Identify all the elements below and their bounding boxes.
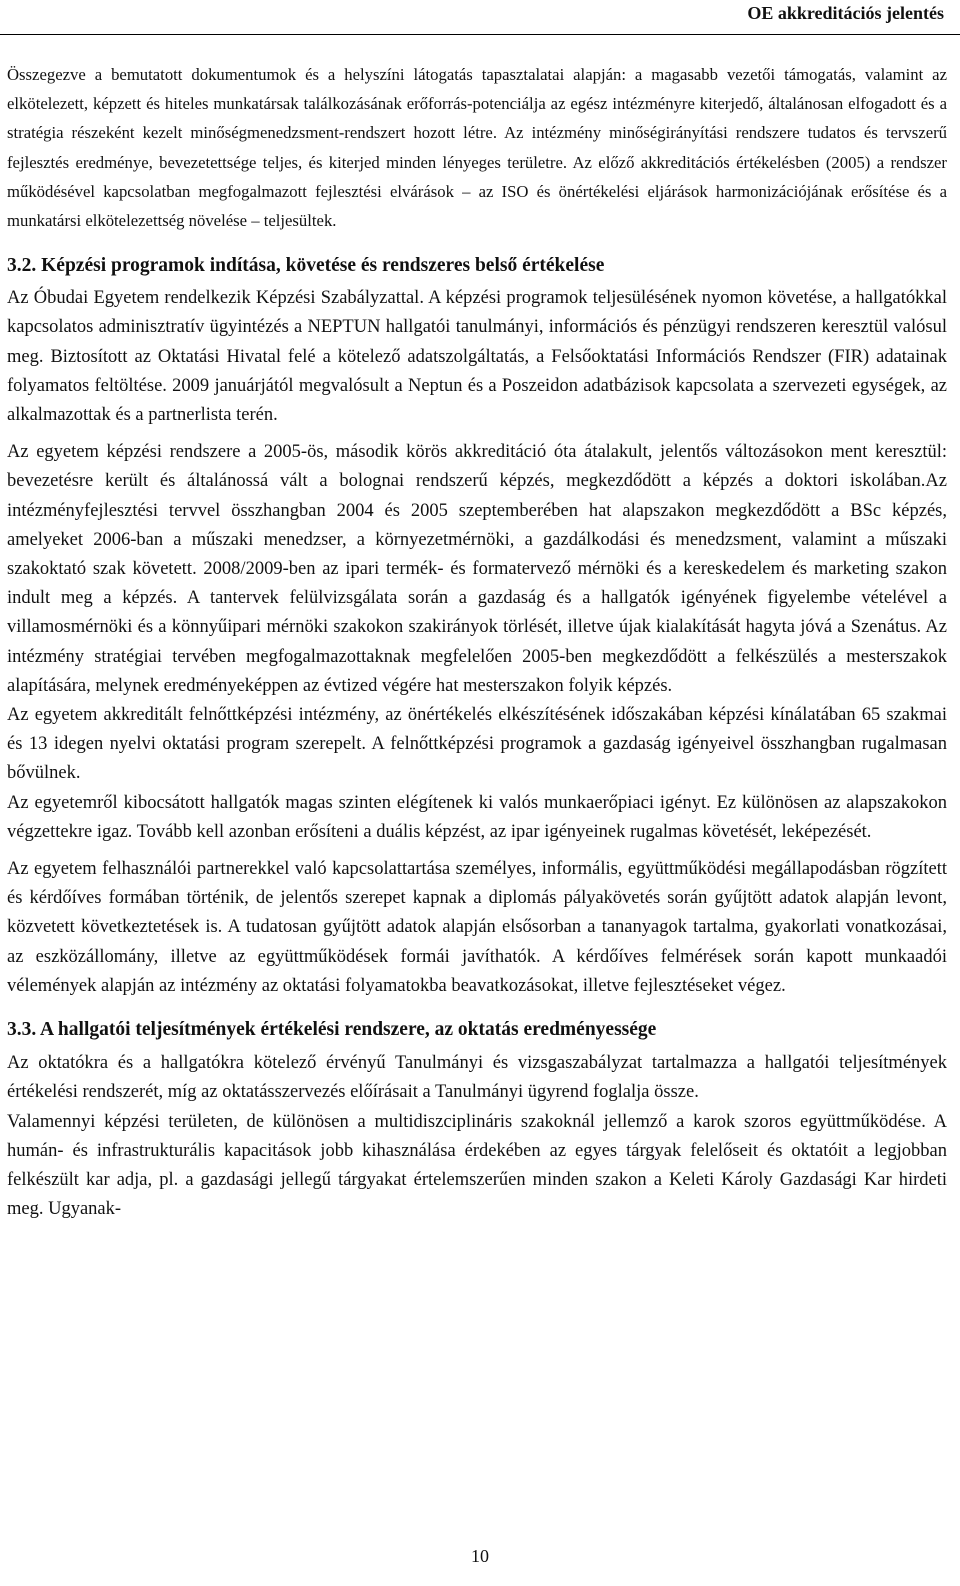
summary-paragraph: Összegezve a bemutatott dokumentumok és a helyszíni látogatás tapasztalatai alapján: a magasabb vezetői támogatás, valamint az elkötelezett, képzett és hiteles munkatársak találkozásának erőforrás-potenciálja az egész intézményre kiterjedő, általánosan elfogadott és a stratégia részeként kezelt minőségmenedzsment-rendszert hozott létre. Az intézmény minőségirányítási rendszere tudatos és tervszerű fejlesztés eredménye, bevezetettsége teljes, és kiterjed minden lényeges területre. Az előző akkreditációs értékelésben (2005) a rendszer működésével kapcsolatban megfogalmazott fejlesztési elvárások – az ISO és önértékelési eljárások harmonizációjának erősítése és a munkatársi elkötelezettség növelése – teljesültek. <box>7 65 947 231</box>
paragraph-training-system: Az egyetem képzési rendszere a 2005-ös, második körös akkreditáció óta átalakult, jelentős változásokon ment keresztül: bevezetésre került és általánossá vált a bolognai rendszerű képzés, megkezdődött a képzés a doktori iskolában.Az intézményfejlesztési tervvel összhangban 2004 és 2005 szeptemberében hat alapszakon megkezdődött a BSc képzés, amelyeket 2006-ban a műszaki menedzser, a környezetmérnöki, a gazdálkodási és menedzsment, valamint a műszaki szakoktató szak követett. 2008/2009-ben az ipari termék- és formatervező mérnöki és a kereskedelem és marketing szakon indult meg a képzés. A tantervek felülvizsgálata során a gazdaság és a hallgatók igényének figyelembe vételével a villamosmérnöki és a könnyűipari mérnöki szakokon szakirányok törlését, illetve újak kialakítását hagyta jóvá a Szenátus. Az intézmény stratégiai tervében megfogalmazottaknak megfelelően 2005-ben megkezdődött a felkészülés a mesterszakok alapítására, melynek eredményeképpen az évtized végére hat mesterszakon folyik képzés. <box>7 442 947 696</box>
document-body <box>7 60 947 1224</box>
paragraph-adult-education: Az egyetem akkreditált felnőttképzési intézmény, az önértékelés elkészítésének időszakában képzési kínálatában 65 szakmai és 13 idegen nyelvi oktatási program szerepelt. A felnőttképzési programok a gazdaság igényeivel összhangban rugalmasan bővülnek. <box>7 705 947 784</box>
section-heading-3-3: 3.3. A hallgatói teljesítmények értékelési rendszere, az oktatás eredményessége <box>7 1019 657 1041</box>
running-header: OE akkreditációs jelentés <box>747 3 944 23</box>
paragraph-partners: Az egyetem felhasználói partnerekkel való kapcsolattartása személyes, informális, együttműködési megállapodásban rögzített és kérdőíves formában történik, de jelentős szerepet kapnak a diplomás pályakövetés során gyűjtött adatok alapján levont, közvetett következtetések is. A tudatosan gyűjtött adatok alapján elsősorban a tananyagok tartalma, gyakorlati vonatkozásai, az eszközállomány, illetve az együttműködések formái javíthatók. A kérdőíves felmérések során kapott munkaadói vélemények alapján az intézmény az oktatási folyamatokba beavatkozásokat, illetve fejlesztéseket végez. <box>7 859 947 996</box>
section-heading-3-2: 3.2. Képzési programok indítása, követése és rendszeres belső értékelése <box>7 255 605 277</box>
paragraph-graduates: Az egyetemről kibocsátott hallgatók magas szinten elégítenek ki valós munkaerőpiaci igényt. Ez különösen az alapszakokon végzettekre igaz. Tovább kell azonban erősíteni a duális képzést, az ipar igényeinek rugalmas követését, leképezését. <box>7 792 947 842</box>
paragraph-study-regulations: Az oktatókra és a hallgatókra kötelező érvényű Tanulmányi és vizsgaszabályzat tartalmazza a hallgatói teljesítmények értékelési rendszerét, míg az oktatásszervezés előírásait a Tanulmányi ügyrend foglalja össze. <box>7 1053 947 1103</box>
header-divider <box>0 34 960 35</box>
paragraph-faculty-cooperation: Valamennyi képzési területen, de különösen a multidiszciplináris szakoknál jellemző a karok szoros együttműködése. A humán- és infrastrukturális kapacitások jobb kihasználása érdekében az egyes tárgyak felelőseit és oktatóit a legjobban felkészült kar adja, pl. a gazdasági jellegű tárgyakat értelemszerűen minden szakon a Keleti Károly Gazdasági Kar hirdeti meg. Ugyanak- <box>7 1111 947 1220</box>
paragraph-training-regulations: Az Óbudai Egyetem rendelkezik Képzési Szabályzattal. A képzési programok teljesülésének nyomon követése, a hallgatókkal kapcsolatos adminisztratív ügyintézés a NEPTUN hallgatói tanulmányi, információs és pénzügyi rendszeren keresztül valósul meg. Biztosított az Oktatási Hivatal felé a kötelező adatszolgáltatás, a Felsőoktatási Információs Rendszer (FIR) adatainak folyamatos feltöltése. 2009 januárjától megvalósult a Neptun és a Poszeidon adatbázisok kapcsolata a szervezeti egységek, az alkalmazottak és a partnerlista terén. <box>7 288 947 426</box>
page-number: 10 <box>471 1546 489 1566</box>
